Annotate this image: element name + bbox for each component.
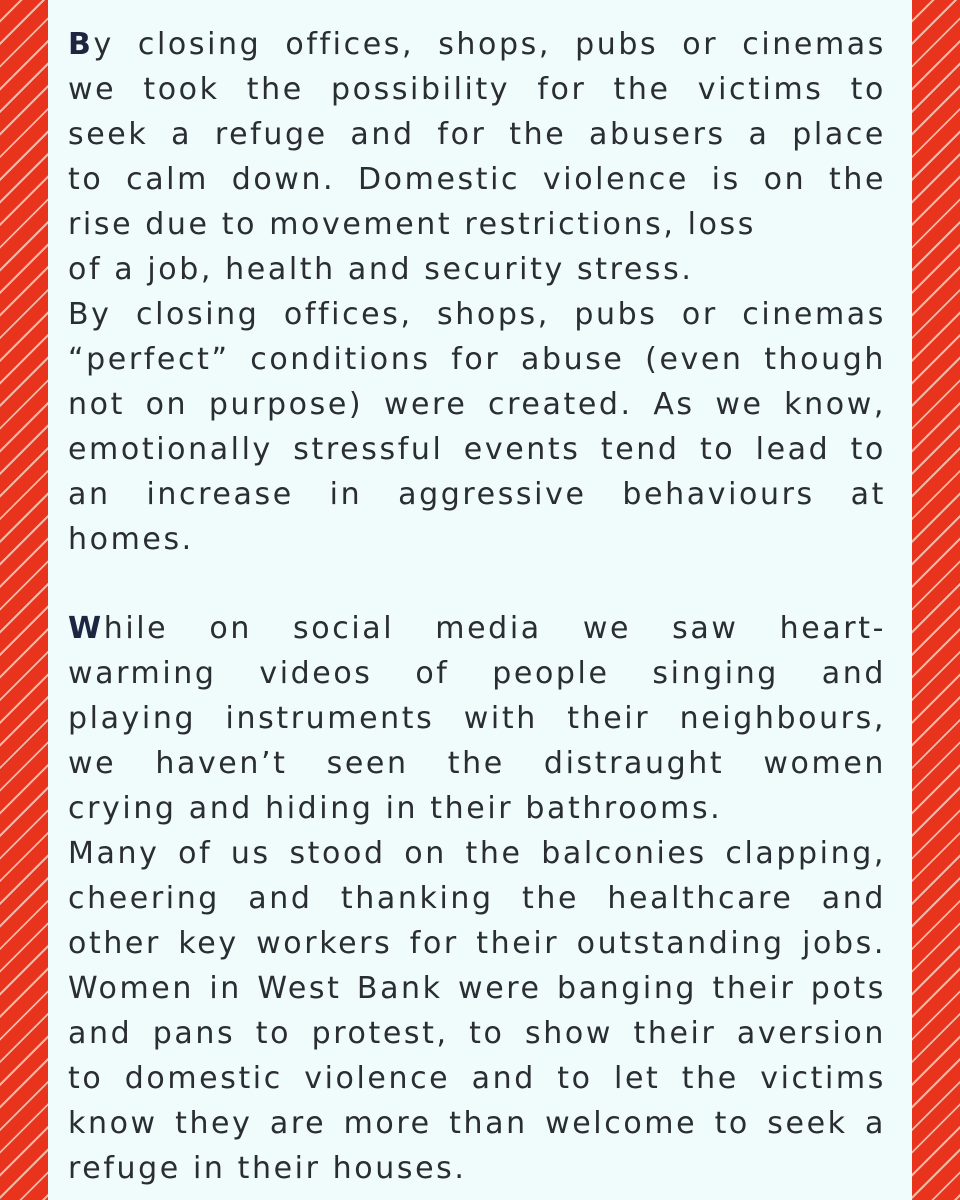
- drop-initial: W: [68, 611, 104, 646]
- text-line: emotionally stressful events tend to lead to: [68, 432, 886, 467]
- text-line: not on purpose) were created. As we know,: [68, 387, 886, 422]
- text-line: Women in West Bank were banging their pots: [68, 971, 886, 1006]
- text-line: While on social media we saw heart-: [68, 611, 886, 646]
- text-line: we took the possibility for the victims to: [68, 72, 886, 107]
- text-line: refuge in their houses.: [68, 1151, 467, 1186]
- text-line: of a job, health and security stress.: [68, 252, 694, 287]
- text-line: warming videos of people singing and: [68, 656, 886, 691]
- text-line: By closing offices, shops, pubs or cinemas: [68, 297, 886, 332]
- text-line: an increase in aggressive behaviours at: [68, 477, 886, 512]
- right-striped-border: [912, 0, 960, 1200]
- text-line: By closing offices, shops, pubs or cinemas: [68, 27, 886, 62]
- text-line: cheering and thanking the healthcare and: [68, 881, 886, 916]
- text-line: homes.: [68, 522, 194, 557]
- left-striped-border: [0, 0, 48, 1200]
- text-line: rise due to movement restrictions, loss: [68, 207, 756, 242]
- text-line: to domestic violence and to let the victims: [68, 1061, 886, 1096]
- drop-initial: B: [68, 27, 94, 62]
- text-line: know they are more than welcome to seek a: [68, 1106, 886, 1141]
- text-line: to calm down. Domestic violence is on the: [68, 162, 886, 197]
- paragraph-1: [68, 22, 886, 562]
- text-line: “perfect” conditions for abuse (even though: [68, 342, 886, 377]
- text-line: Many of us stood on the balconies clapping,: [68, 836, 886, 871]
- paragraph-2: [68, 606, 886, 1191]
- text-line: and pans to protest, to show their aversion: [68, 1016, 886, 1051]
- text-line: other key workers for their outstanding jobs.: [68, 926, 886, 961]
- text-line: seek a refuge and for the abusers a place: [68, 117, 886, 152]
- text-line: crying and hiding in their bathrooms.: [68, 791, 723, 826]
- text-line: we haven’t seen the distraught women: [68, 746, 886, 781]
- text-line: playing instruments with their neighbours,: [68, 701, 886, 736]
